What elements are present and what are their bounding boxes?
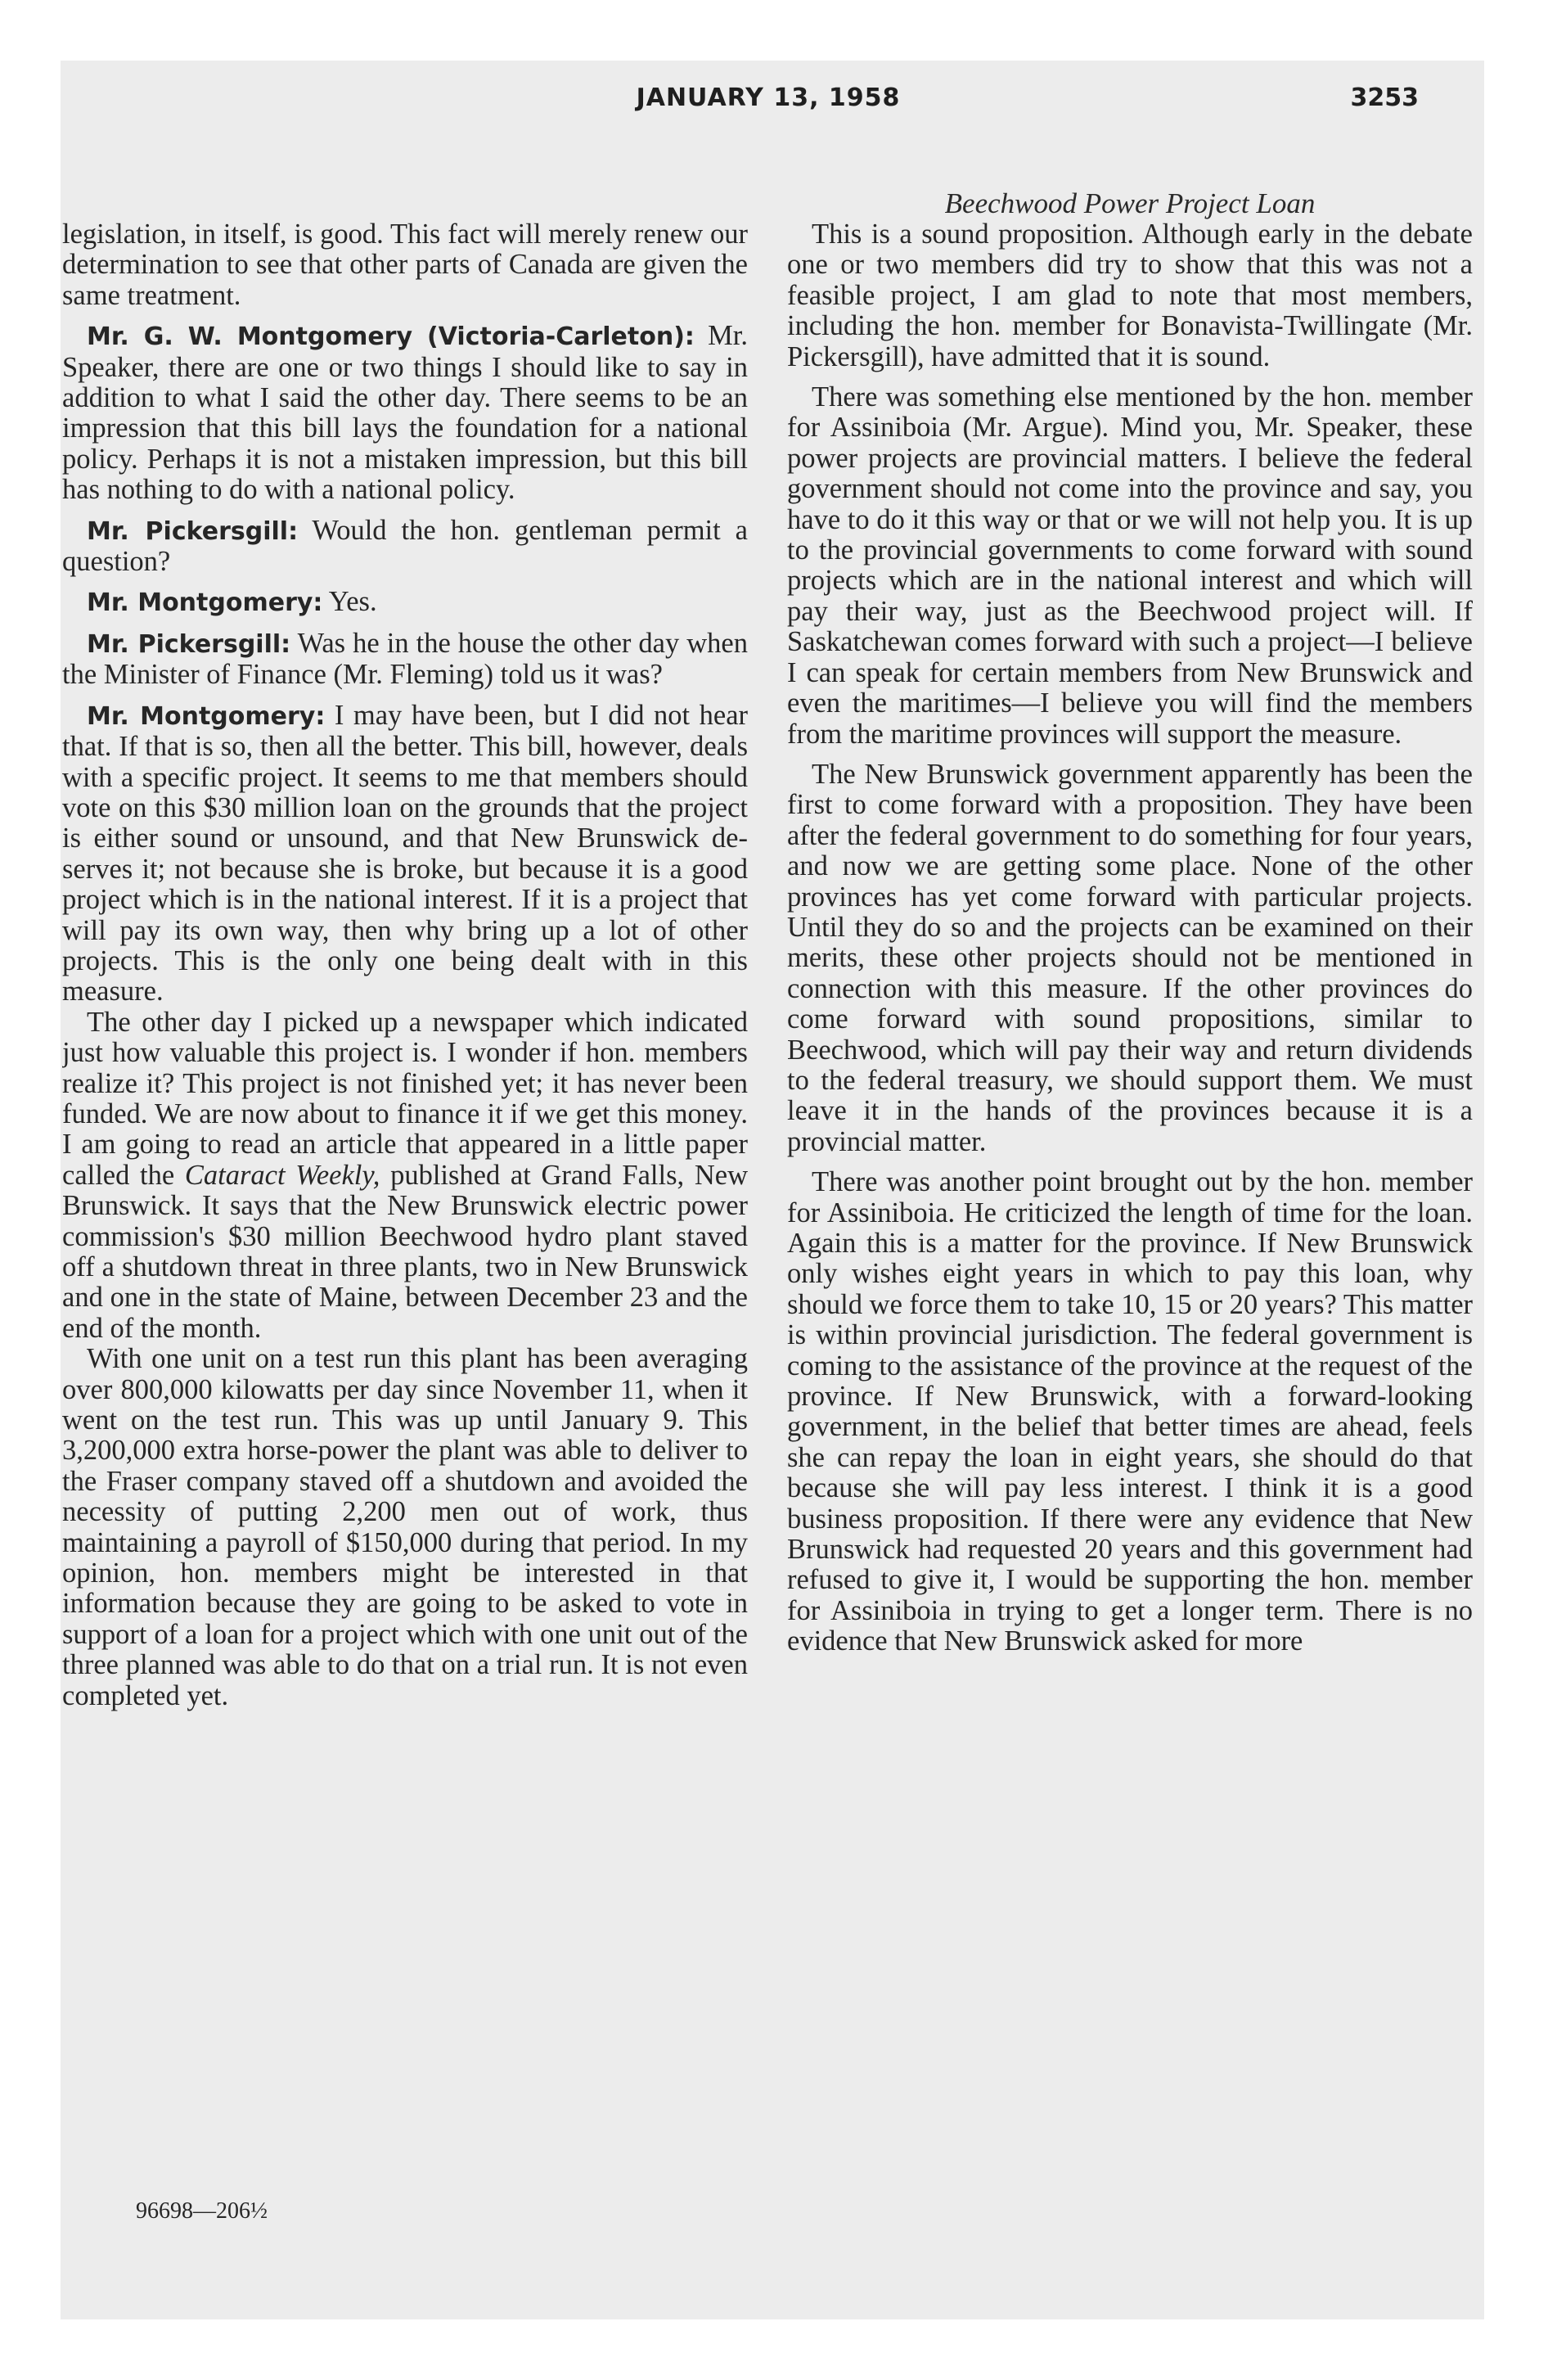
speech-text: I may have been, but I did not hear that. If that is so, then all the better. This bill, however, deals with a specific project. It seems to me that members should vote on this $30 million loan on the grounds that the project is either sound or unsound, and that New Brunswick deserves it; not because she is broke, but because it is a good project which is in the national interest. If it is a project that will pay its own way, then why bring up a lot of other projects. This is the only one being dealt with in this measure.	[62, 699, 748, 1007]
speech	[62, 321, 748, 505]
speech	[62, 629, 748, 691]
paragraph: This is a sound proposition. Although early in the debate one or two members did try to show that this was not a feasible project, I am glad to note that most members, including the hon. member for Bonavista-Twillingate (Mr. Pickersgill), have admitted that it is sound.	[787, 219, 1473, 372]
speech	[62, 587, 748, 618]
left-column	[62, 219, 748, 2216]
paragraph: There was another point brought out by the hon. member for Assiniboia. He criticized the length of time for the loan. Again this is a matter for the province. If New Brunswick only wishes eight years in which to pay this loan, why should we force them to take 10, 15 or 20 years? This matter is within provincial jurisdiction. The federal government is coming to the assistance of the province at the request of the province. If New Brunswick, with a forward-looking government, in the belief that better times are ahead, feels she can repay the loan in eight years, she should do that because she will pay less interest. I think it is a good business proposition. If there were any evidence that New Brunswick had requested 20 years and this government had refused to give it, I would be supporting the hon. member for Assiniboia in trying to get a longer term. There is no evidence that New Brunswick asked for more	[787, 1166, 1473, 1657]
paragraph	[62, 1007, 748, 1344]
page-number: 3253	[1350, 83, 1419, 112]
footer-code: 96698—206½	[136, 2198, 268, 2224]
header-date: JANUARY 13, 1958	[636, 83, 901, 112]
speech-text: Mr. Speaker, there are one or two things I should like to say in addition to what I said the other day. There seems to be an impression that this bill lays the foundation for a national policy. Perhaps it is not a mistaken impression, but this bill has nothing to do with a national policy.	[62, 320, 748, 506]
paragraph-text: published at Grand Falls, New Brunswick. It says that the New Brunswick electric power commission's $30 million Beechwood hydro plant staved off a shutdown threat in three plants, two in New Brunswick and one in the state of Maine, between December 23 and the end of the month.	[62, 1159, 748, 1344]
paragraph: legislation, in itself, is good. This fact will merely renew our determination to see that other parts of Canada are given the same treatment.	[62, 219, 748, 311]
section-title: Beechwood Power Project Loan	[944, 188, 1316, 219]
speech-text: Would the hon. gentleman permit a question?	[62, 514, 748, 578]
right-column	[787, 188, 1473, 2185]
speaker-name: Mr. Montgomery:	[87, 588, 323, 618]
speaker-name: Mr. Montgomery:	[87, 701, 326, 731]
speaker-name: Mr. G. W. Montgomery (Victoria-Carleton):	[87, 322, 695, 352]
speaker-name: Mr. Pickersgill:	[87, 516, 299, 546]
running-head	[118, 83, 1419, 133]
publication-title: Cataract Weekly,	[184, 1159, 380, 1191]
speech	[62, 516, 748, 578]
speaker-name: Mr. Pickersgill:	[87, 629, 291, 659]
speech	[62, 701, 748, 1007]
speech-text: Yes.	[328, 586, 377, 618]
paragraph-text: The other day I picked up a newspaper which indicated just how valuable this project is. I wonder if hon. members realize it? This project is not finished yet; it has never been funded. We are now about to finance it if we get this money. I am going to read an article that appeared in a little paper called the	[62, 1006, 748, 1191]
paragraph: The New Brunswick government apparently has been the first to come forward with a proposition. They have been after the federal government to do something for four years, and now we are getting some place. None of the other provinces has yet come forward with particular projects. Until they do so and the projects can be examined on their merits, these other projects should not be mentioned in connection with this measure. If the other provinces do come forward with sound propositions, similar to Beechwood, which will pay their way and return dividends to the federal treasury, we should support them. We must leave it in the hands of the provinces because it is a provincial matter.	[787, 758, 1473, 1157]
speech-text: Was he in the house the other day when the Minister of Finance (Mr. Fleming) told us it was?	[62, 627, 748, 691]
paragraph: With one unit on a test run this plant has been averaging over 800,000 kilowatts per day since November 11, when it went on the test run. This was up until January 9. This 3,200,000 extra horse-power the plant was able to deliver to the Fraser company staved off a shutdown and avoided the necessity of putting 2,200 men out of work, thus maintaining a payroll of $150,000 during that period. In my opinion, hon. members might be interested in that information because they are going to be asked to vote in support of a loan for a project which with one unit out of the three planned was able to do that on a trial run. It is not even completed yet.	[62, 1343, 748, 1711]
paragraph: There was something else mentioned by the hon. member for Assiniboia (Mr. Argue). Mind you, Mr. Speaker, these power projects are provincial matters. I believe the federal government should not come into the province and say, you have to do it this way or that or we will not help you. It is up to the provincial governments to come forward with sound projects which are in the national interest and which will pay their way, just as the Beechwood project will. If Saskatchewan comes forward with such a project—I believe I can speak for certain members from New Brunswick and even the maritimes—I believe you will find the members from the maritime provinces will support the measure.	[787, 381, 1473, 750]
